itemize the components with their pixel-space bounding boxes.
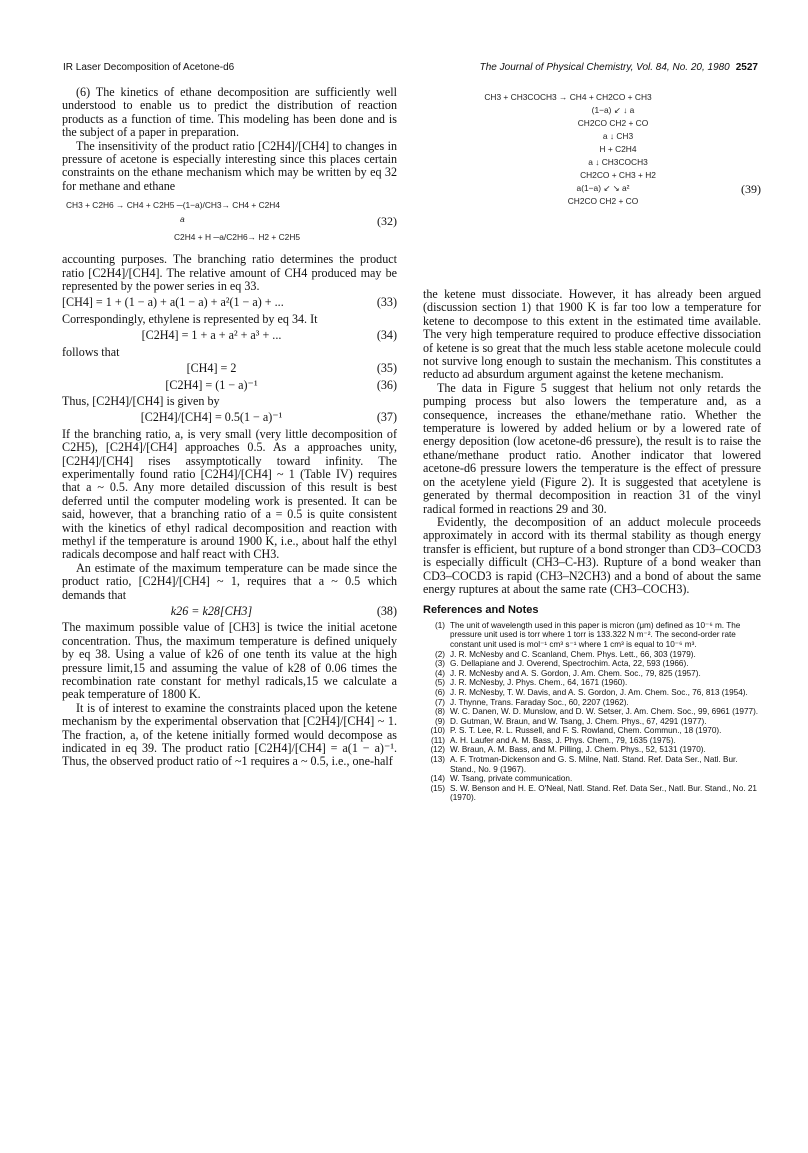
reference-number: (3) xyxy=(434,659,445,669)
reference-number: (11) xyxy=(431,735,445,745)
reference-text: The unit of wavelength used in this paper is micron (μm) defined as 10⁻⁶ m. The pressure unit used is torr where 1 torr is 133.322 N m⁻². The second-order rate constant unit used is mol⁻¹ cm³ s⁻¹ where 1 cm³ is equal to 10⁻⁶ m³. xyxy=(450,620,741,649)
equation-36 xyxy=(62,379,397,392)
equation-number: (32) xyxy=(377,214,397,229)
reference-item xyxy=(423,698,761,708)
reference-text: W. C. Danen, W. D. Munslow, and D. W. Setser, J. Am. Chem. Soc., 99, 6961 (1977). xyxy=(450,707,759,717)
paragraph: Correspondingly, ethylene is represented by eq 34. It xyxy=(62,311,318,326)
reference-number: (13) xyxy=(430,755,445,765)
reference-item xyxy=(423,659,761,669)
reference-number: (15) xyxy=(430,783,445,793)
scheme-line: H + C2H4 xyxy=(599,144,637,154)
paragraph: the ketene must dissociate. However, it has already been argued (discussion section 1) that 1900 K is far too low a temperature for ketene to decompose to this extent in the estimated time available. The very high temperature required to produce effective dissociation of ketene is so great that the much less stable acetone molecule could not survive long enough to sustain the mechanism. This constitutes a reducto ad absurdum argument against the ketene mechanism. xyxy=(423,287,761,382)
equation-35 xyxy=(62,362,397,375)
reference-item xyxy=(423,688,761,698)
paragraph: The insensitivity of the product ratio [C2H4]/[CH4] to changes in pressure of acetone is especially interesting since this places certain constraints on the ethane mechanism which may be written by eq 32 for methane and ethane xyxy=(62,138,397,193)
reference-number: (9) xyxy=(434,716,445,726)
equation-body: [CH4] = 1 + (1 − a) + a(1 − a) + a²(1 − a) + ... xyxy=(62,295,284,310)
reference-text: P. S. T. Lee, R. L. Russell, and F. S. Rowland, Chem. Commun., 18 (1970). xyxy=(450,726,722,736)
reference-text: D. Gutman, W. Braun, and W. Tsang, J. Chem. Phys., 67, 4291 (1977). xyxy=(450,716,707,726)
reference-item xyxy=(423,707,761,717)
equation-body: [C2H4]/[CH4] = 0.5(1 − a)⁻¹ xyxy=(140,410,283,425)
reference-item xyxy=(423,669,761,679)
reference-number: (5) xyxy=(434,678,445,688)
equation-32 xyxy=(62,198,397,248)
reference-text: W. Braun, A. M. Bass, and M. Pilling, J. Chem. Phys., 52, 5131 (1970). xyxy=(450,745,706,755)
reference-number: (8) xyxy=(434,707,445,717)
reference-text: J. R. McNesby, T. W. Davis, and A. S. Gordon, J. Am. Chem. Soc., 76, 813 (1954). xyxy=(450,687,748,697)
equation-body: k26 = k28[CH3] xyxy=(170,604,253,618)
equation-37 xyxy=(62,411,397,424)
reference-item xyxy=(423,784,761,803)
paragraph: Evidently, the decomposition of an adduct molecule proceeds approximately in accord with its thermal stability as though energy transfer is efficient, but rupture of a bond stronger than CD3–COCD3 is especially difficult (CH3–C-H3). Rupture of a bond weaker than CD3–COCD3 is rapid (CH3–N2CH3) and a bond of about the same energy ruptures at about the same rate (CH3–COCH3). xyxy=(423,514,761,596)
paragraph: Thus, [C2H4]/[CH4] is given by xyxy=(62,393,220,408)
reference-number: (4) xyxy=(434,668,445,678)
scheme-line: a ↓ CH3 xyxy=(602,131,634,141)
equation-34 xyxy=(62,329,397,342)
reference-number: (6) xyxy=(434,687,445,697)
reference-number: (14) xyxy=(430,774,445,784)
reference-item xyxy=(423,726,761,736)
scheme-line: CH2CO CH2 + CO xyxy=(577,118,649,128)
equation-number: (34) xyxy=(376,328,397,343)
paragraph: accounting purposes. The branching ratio determines the product ratio [C2H4]/[CH4]. The relative amount of CH4 produced may be represented by the power series in eq 33. xyxy=(62,252,397,294)
equation-33 xyxy=(62,296,397,309)
reference-item xyxy=(423,736,761,746)
reference-text: A. F. Trotman-Dickenson and G. S. Milne, Natl. Stand. Ref. Data Ser., Natl. Bur. Stand., No. 9 (1967). xyxy=(450,755,738,774)
reference-text: A. H. Laufer and A. M. Bass, J. Phys. Chem., 79, 1635 (1975). xyxy=(450,735,676,745)
equation-39 xyxy=(423,91,761,283)
reference-number: (7) xyxy=(434,697,445,707)
paragraph: The maximum possible value of [CH3] is twice the initial acetone concentration. Thus, the maximum temperature is defined uniquely by eq 38. Using a value of k26 of one tenth its value at the high pressure limit,15 and assuming the value of k28 of 0.06 times the recombination rate constant for methyl radicals,15 we calculate a peak temperature of 1800 K. xyxy=(62,620,397,702)
reference-text: J. R. McNesby and C. Scanland, Chem. Phys. Lett., 66, 303 (1979). xyxy=(450,649,696,659)
paragraph: If the branching ratio, a, is very small (very little decomposition of C2H5), [C2H4]/[CH4] approaches 0.5. As a approaches unity, [C2H4]/[CH4] rises assymptotically toward infinity. The experimentally found ratio [C2H4]/[CH4] ~ 1 (Table IV) requires that a ~ 0.5. Any more detailed discussion of this result is best deferred until the computer modeling work is presented. It can be said, however, that a branching ratio of a = 0.5 is quite consistent with the kinetics of ethyl radical decomposition and reaction with methyl if the temperature is around 1900 K, i.e., about half the ethyl radicals decompose and half react with CH3. xyxy=(62,426,397,562)
equation-38 xyxy=(62,605,397,618)
reference-item xyxy=(423,678,761,688)
reference-item xyxy=(423,717,761,727)
reference-text: W. Tsang, private communication. xyxy=(450,774,573,784)
equation-number: (35) xyxy=(376,361,397,376)
scheme-line: a(1−a) ↙ ↘ a² xyxy=(576,183,630,193)
paragraph: The data in Figure 5 suggest that helium not only retards the pumping process but also lowers the temperature and, as a consequence, increases the ethane/methane ratio. Whether the temperature is lowered by added helium or by a lowered rate of energy deposition (low acetone-d6 pressure), the result is to raise the ethane/methane product ratio. Another indicator that lowered acetone-d6 pressure lowers the temperature is the effect of pressure on the acetylene yield (Figure 2). It is suggested that acetylene is generated by thermal decomposition in reaction 31 of the vinyl radical formed in reactions 29 and 30. xyxy=(423,380,761,516)
reference-text: J. Thynne, Trans. Faraday Soc., 60, 2207 (1962). xyxy=(450,697,629,707)
journal-citation: The Journal of Physical Chemistry, Vol. 84, No. 20, 1980 xyxy=(479,62,730,73)
reference-list xyxy=(423,621,761,803)
right-column xyxy=(423,86,761,803)
reference-item xyxy=(423,745,761,755)
equation-number: (33) xyxy=(376,295,397,310)
reference-item xyxy=(423,774,761,784)
reference-number: (1) xyxy=(434,620,445,630)
reference-item xyxy=(423,755,761,774)
paragraph: An estimate of the maximum temperature can be made since the product ratio, [C2H4]/[CH4] ~ 1, requires that a ~ 0.5 which demands that xyxy=(62,560,397,602)
reference-text: S. W. Benson and H. E. O'Neal, Natl. Stand. Ref. Data Ser., Natl. Bur. Stand., No. 21 (1970). xyxy=(450,783,757,803)
equation-body: [C2H4] = (1 − a)⁻¹ xyxy=(165,377,258,392)
paragraph: It is of interest to examine the constraints placed upon the ketene mechanism by the experimental observation that [C2H4]/[CH4] ~ 1. The fraction, a, of the ketene initially formed would decompose as indicated in eq 39. The product ratio [C2H4]/[CH4] = a(1 − a)⁻¹. Thus, the observed product ratio of ~1 requires a ~ 0.5, i.e., one-half xyxy=(62,700,397,769)
equation-32-branch: a xyxy=(180,214,185,225)
scheme-line: CH3 + CH3COCH3 → CH4 + CH2CO + CH3 xyxy=(484,92,652,102)
reference-number: (2) xyxy=(434,649,445,659)
running-header-left: IR Laser Decomposition of Acetone-d6 xyxy=(63,62,235,73)
equation-32-line-2: C2H4 + H ─a/C2H6→ H2 + C2H5 xyxy=(174,232,301,243)
reference-text: G. Dellapiane and J. Overend, Spectrochim. Acta, 22, 593 (1966). xyxy=(450,659,689,669)
scheme-line: CH2CO CH2 + CO xyxy=(567,196,639,206)
reference-text: J. R. McNesby and A. S. Gordon, J. Am. Chem. Soc., 79, 825 (1957). xyxy=(450,668,701,678)
equation-number: (37) xyxy=(376,410,397,425)
equation-32-line-1: CH3 + C2H6 → CH4 + C2H5 ─(1−a)/CH3→ CH4 + C2H4 xyxy=(66,200,280,211)
scheme-line: (1−a) ↙ ↓ a xyxy=(591,105,635,115)
reference-number: (12) xyxy=(430,745,445,755)
paragraph: follows that xyxy=(62,344,120,359)
references-heading: References and Notes xyxy=(423,604,539,617)
paragraph: (6) The kinetics of ethane decomposition are sufficiently well understood to enable us to predict the distribution of reaction products as a function of time. This modeling has been done and is the subject of a paper in preparation. xyxy=(62,85,397,140)
left-column xyxy=(62,86,397,769)
reference-item xyxy=(423,650,761,660)
equation-body: [CH4] = 2 xyxy=(186,361,237,376)
running-header-right xyxy=(480,62,758,73)
equation-number: (39) xyxy=(741,182,761,196)
scheme-line: a ↓ CH3COCH3 xyxy=(588,157,648,167)
scheme-line: CH2CO + CH3 + H2 xyxy=(580,170,656,180)
equation-body: [C2H4] = 1 + a + a² + a³ + ... xyxy=(141,328,282,343)
equation-number: (36) xyxy=(376,377,397,392)
reference-text: J. R. McNesby, J. Phys. Chem., 64, 1671 (1960). xyxy=(450,678,628,688)
equation-39-scheme xyxy=(423,91,713,208)
equation-number: (38) xyxy=(376,604,397,618)
reference-number: (10) xyxy=(430,726,445,736)
reference-item xyxy=(423,621,761,650)
page-number: 2527 xyxy=(735,62,758,73)
